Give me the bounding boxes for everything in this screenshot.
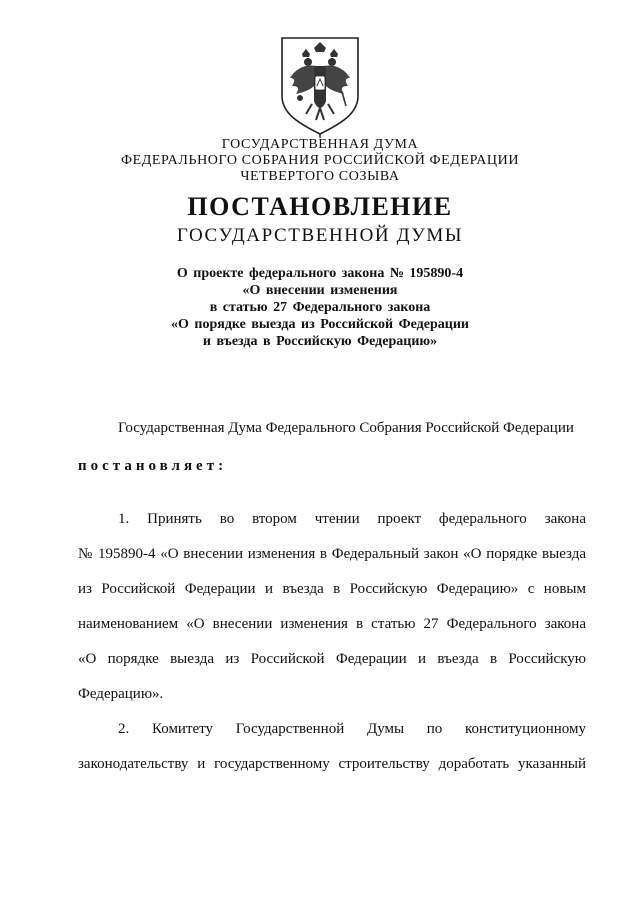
document-subtitle: ГОСУДАРСТВЕННОЙ ДУМЫ xyxy=(176,225,464,246)
item1-line: из Российской Федерации и въезда в Российскую Федерацию» с новым xyxy=(78,581,586,597)
item2-line: 2. Комитету Государственной Думы по конституционному xyxy=(118,721,586,737)
about-line: «О внесении изменения xyxy=(242,283,398,298)
header-line-assembly: ФЕДЕРАЛЬНОГО СОБРАНИЯ РОССИЙСКОЙ ФЕДЕРАЦИИ xyxy=(120,153,520,168)
item1-line: 1. Принять во втором чтении проект федерального закона xyxy=(118,511,586,527)
preamble: Государственная Дума Федерального Собрания Российской Федерации xyxy=(118,420,574,436)
item1-line: № 195890-4 «О внесении изменения в Федеральный закон «О порядке выезда xyxy=(78,546,586,562)
header-line-convocation: ЧЕТВЕРТОГО СОЗЫВА xyxy=(240,169,400,184)
item1-line: наименованием «О внесении изменения в статью 27 Федерального закона xyxy=(78,616,586,632)
item1-line: «О порядке выезда из Российской Федерации и въезда в Российскую xyxy=(78,651,586,667)
about-line: в статью 27 Федерального закона xyxy=(209,300,431,315)
about-line: «О порядке выезда из Российской Федерации xyxy=(171,317,469,332)
item1-line: Федерацию». xyxy=(78,686,164,702)
resolves-word: постановляет: xyxy=(78,458,228,474)
document-title: ПОСТАНОВЛЕНИЕ xyxy=(187,192,453,221)
about-line: и въезда в Российскую Федерацию» xyxy=(202,334,438,349)
item2-line: законодательству и государственному строительству доработать указанный xyxy=(78,756,586,772)
about-line: О проекте федерального закона № 195890-4 xyxy=(176,266,464,281)
state-emblem-icon xyxy=(276,34,364,138)
header-line-duma: ГОСУДАРСТВЕННАЯ ДУМА xyxy=(221,137,419,152)
